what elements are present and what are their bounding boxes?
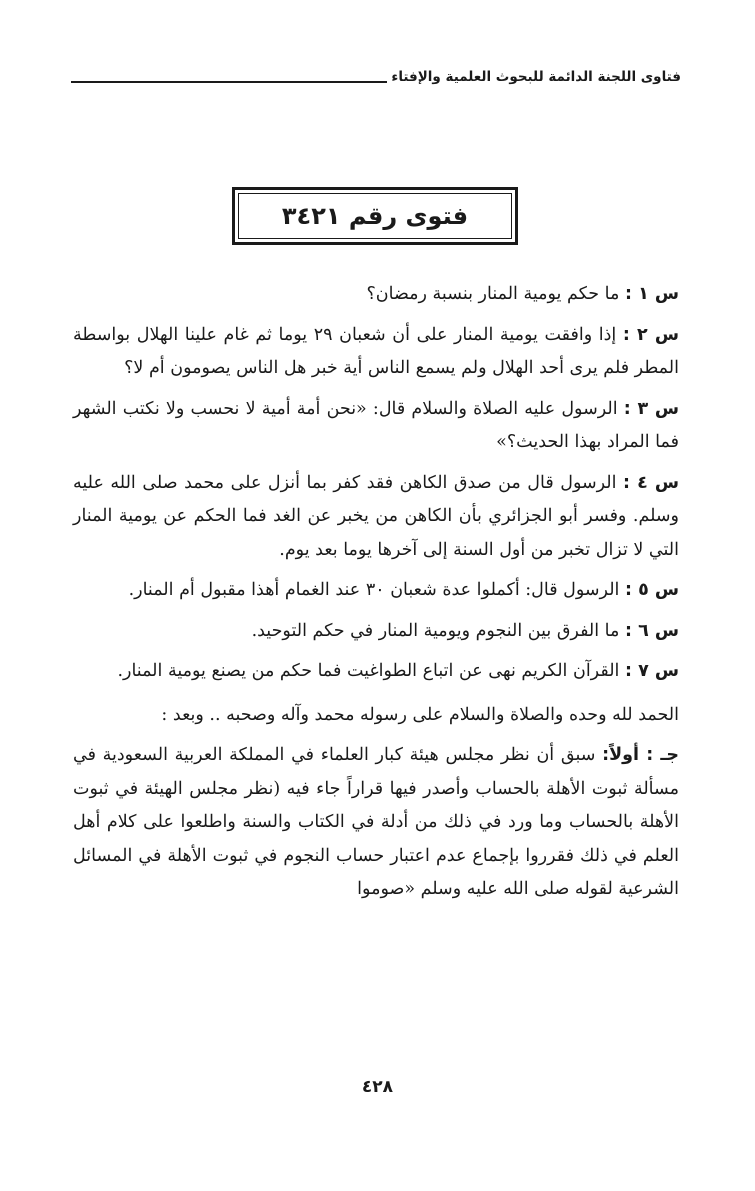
question-2	[73, 319, 679, 386]
header-rule	[71, 81, 387, 83]
fatwa-title: فتوى رقم ٣٤٢١	[238, 193, 512, 239]
question-2-label: س ٢ :	[622, 324, 679, 345]
answer-paragraph	[73, 739, 679, 907]
question-3	[73, 393, 679, 460]
question-1	[73, 278, 679, 312]
question-5-text: الرسول قال: أكملوا عدة شعبان ٣٠ عند الغمام أهذا مقبول أم المنار.	[128, 580, 620, 600]
answer-intro: الحمد لله وحده والصلاة والسلام على رسوله محمد وآله وصحبه .. وبعد :	[161, 704, 679, 725]
fatwa-body	[73, 278, 679, 914]
running-header	[71, 62, 681, 86]
question-3-label: س ٣ :	[623, 398, 679, 419]
question-4-label: س ٤ :	[623, 472, 679, 493]
question-7-text: القرآن الكريم نهى عن اتباع الطواغيت فما حكم من يصنع يومية المنار.	[117, 661, 620, 681]
question-3-text: الرسول عليه الصلاة والسلام قال: «نحن أمة أمية لا نحسب ولا نكتب الشهر فما المراد بهذا الحديث؟»	[73, 398, 679, 452]
question-4-text: الرسول قال من صدق الكاهن فقد كفر بما أنزل على محمد صلى الله عليه وسلم. وفسر أبو الجزائري بأن الكاهن من يخبر عن الغد فما الحكم عن يومية المنار التي لا تزال تخبر من أول السنة إلى آخرها يوما بعد يوم.	[73, 472, 679, 560]
question-2-text: إذا وافقت يومية المنار على أن شعبان ٢٩ يوما ثم غام علينا الهلال بواسطة المطر فلم يرى أحد الهلال ولم يسمع الناس أية خبر هل الناس يصومون أم لا؟	[73, 324, 679, 378]
question-6-label: س ٦ :	[624, 620, 679, 641]
question-6-text: ما الفرق بين النجوم ويومية المنار في حكم التوحيد.	[251, 620, 620, 641]
question-5	[73, 574, 679, 608]
running-title: فتاوى اللجنة الدائمة للبحوث العلمية والإفتاء	[391, 69, 681, 85]
question-6	[73, 615, 679, 649]
question-4	[73, 467, 679, 568]
question-1-label: س ١ :	[624, 284, 679, 304]
question-7-label: س ٧ :	[624, 661, 679, 681]
answer-label: جـ : أولاً:	[602, 745, 679, 765]
page-number: ٤٢٨	[361, 1077, 394, 1097]
answer-text: سبق أن نظر مجلس هيئة كبار العلماء في المملكة العربية السعودية في مسألة ثبوت الأهلة بالحساب وأصدر فيها قراراً جاء فيه (نظر مجلس الهيئة في ثبوت الأهلة بالحساب وما ورد في ذلك من أدلة في الكتاب والسنة واطلعوا على كلام أهل العلم في ذلك فقرروا بإجماع عدم اعتبار حساب النجوم في ثبوت الأهلة في المسائل الشرعية لقوله صلى الله عليه وسلم «صوموا	[73, 745, 679, 899]
question-1-text: ما حكم يومية المنار بنسبة رمضان؟	[366, 284, 620, 304]
question-7	[73, 655, 679, 689]
question-5-label: س ٥ :	[624, 580, 679, 600]
fatwa-title-box	[232, 187, 518, 245]
